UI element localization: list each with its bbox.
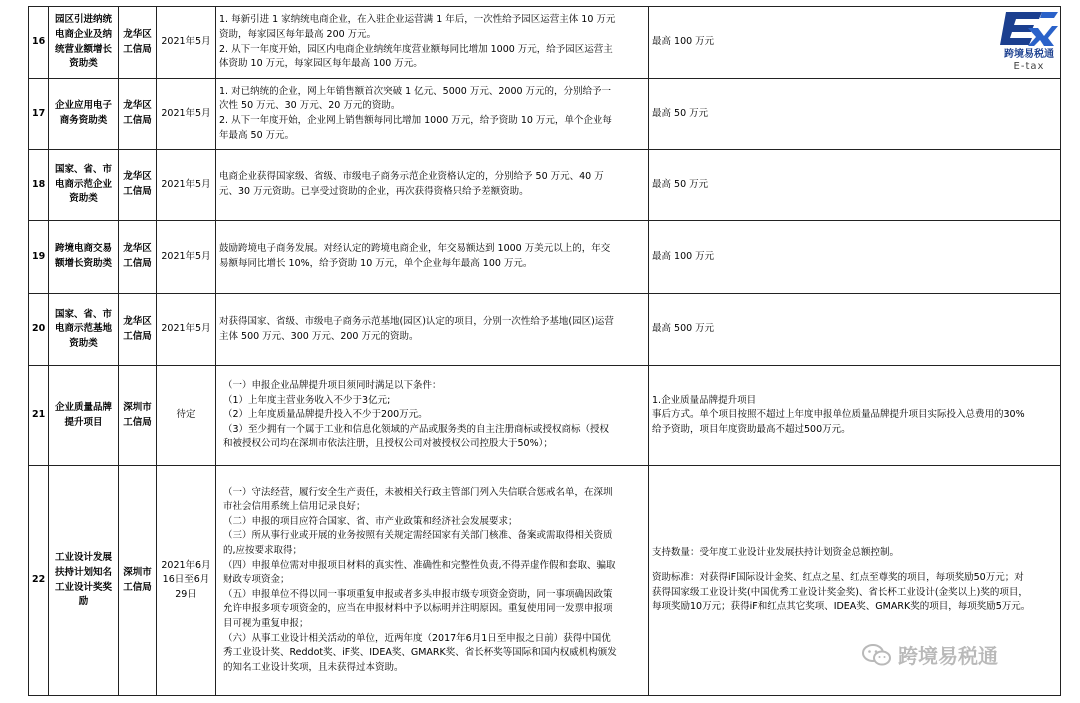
item-name-cell	[49, 7, 119, 79]
apply-date-cell	[157, 7, 216, 79]
item-name-line: 工业设计奖奖	[54, 581, 112, 593]
item-name-line: 工业设计发展	[54, 552, 112, 564]
subsidy-amount-line: 1.企业质量品牌提升项目	[652, 394, 757, 406]
item-name-line: 扶持计划知名	[54, 566, 112, 578]
conditions-line: 和被授权公司均在深圳市依法注册，且授权公司对被授权公司控股大于50%）；	[223, 438, 553, 450]
item-name-line: 资助类	[69, 337, 98, 349]
conditions-line: 的,应按要求取得；	[223, 545, 303, 557]
subsidy-amount-line: 最高 500 万元	[652, 323, 715, 335]
apply-date-line: 2021年5月	[161, 250, 211, 262]
subsidy-amount-line: 获得国家级工业设计奖(中国优秀工业设计奖金奖)、省长杯工业设计(金奖以上)奖的项目，	[652, 586, 1028, 598]
subsidy-amount-line: 最高 50 万元	[652, 107, 709, 119]
conditions-cell	[216, 7, 649, 79]
table-row	[29, 79, 1061, 150]
row-number-cell: 20	[29, 294, 49, 366]
conditions-line: （三）所从事行业或开展的业务按照有关规定需经国家有关部门核准、备案或需取得相关资质	[223, 530, 613, 542]
apply-date-cell	[157, 466, 216, 696]
department-cell	[119, 221, 157, 294]
department-line: 工信局	[123, 258, 152, 269]
table-row	[29, 221, 1061, 294]
department-line: 工信局	[123, 330, 152, 342]
item-name-line: 跨境电商交易	[54, 243, 112, 255]
apply-date-cell	[157, 221, 216, 294]
item-name-line: 国家、省、市	[54, 164, 112, 176]
wechat-icon	[862, 644, 892, 666]
row-number-cell: 17	[29, 79, 49, 150]
conditions-line: 目可视为重复申报；	[223, 617, 309, 629]
apply-date-line: 2021年5月	[161, 107, 211, 119]
conditions-line: 电商企业获得国家级、省级、市级电子商务示范企业资格认定的，分别给予 50 万元、40 万	[219, 171, 604, 183]
conditions-line: 资助，每家园区每年最高 200 万元。	[219, 28, 377, 40]
watermark-text: 跨境易税通	[898, 644, 998, 668]
policy-table	[28, 6, 1061, 696]
apply-date-line: 2021年5月	[161, 36, 211, 48]
watermark	[862, 640, 998, 669]
department-line: 工信局	[123, 115, 152, 126]
item-name-line: 统营业额增长	[54, 43, 112, 55]
subsidy-amount-line: 支持数量：受年度工业设计业发展扶持计划资金总额控制。	[652, 547, 900, 559]
item-name-line: 企业质量品牌	[54, 401, 112, 413]
subsidy-amount-line: 最高 50 万元	[652, 178, 709, 190]
item-name-cell	[49, 294, 119, 366]
apply-date-line: 2021年6月	[161, 559, 211, 571]
department-line: 工信局	[123, 416, 152, 428]
apply-date-cell	[157, 294, 216, 366]
apply-date-line: 待定	[176, 409, 196, 421]
subsidy-amount-line: 最高 100 万元	[652, 36, 715, 48]
department-cell	[119, 466, 157, 696]
conditions-line: 鼓励跨境电子商务发展。对经认定的跨境电商企业，年交易额达到 1000 万美元以上的，年交	[219, 243, 611, 255]
conditions-line: 易额每同比增长 10%，给予资助 10 万元，单个企业每年最高 100 万元。	[219, 258, 533, 269]
logo-english-name: E-tax	[1013, 61, 1045, 72]
subsidy-amount-line: 给予资助，项目年度资助最高不超过500万元。	[652, 423, 851, 435]
apply-date-cell	[157, 79, 216, 150]
conditions-line: 允许申报多项专项资金的，应当在申报材料中予以标明并注明原因。重复使用同一发票申报项	[223, 603, 613, 615]
row-number-cell: 21	[29, 366, 49, 466]
subsidy-amount-cell	[649, 294, 1061, 366]
logo-chinese-name: 跨境易税通	[1004, 49, 1054, 60]
department-line: 龙华区	[123, 243, 152, 255]
conditions-line: （五）申报单位不得以同一事项重复申报或者多头申报市级专项资金资助，同一事项确因政策	[223, 588, 613, 600]
department-cell	[119, 294, 157, 366]
row-number-cell: 18	[29, 150, 49, 221]
apply-date-line: 16日至6月	[162, 574, 210, 586]
item-name-cell	[49, 79, 119, 150]
row-number-cell: 16	[29, 7, 49, 79]
conditions-line: 财政专项资金；	[223, 574, 290, 586]
item-name-line: 企业应用电子	[54, 100, 112, 112]
apply-date-line: 29日	[175, 588, 197, 600]
item-name-line: 商务资助类	[59, 115, 108, 126]
conditions-line: 1. 对已纳统的企业，网上年销售额首次突破 1 亿元、5000 万元、2000 万元的，分别给予一	[219, 85, 612, 97]
department-cell	[119, 79, 157, 150]
item-name-line: 资助类	[69, 58, 98, 70]
conditions-line: （二）申报的项目应符合国家、省、市产业政策和经济社会发展要求；	[223, 515, 518, 527]
item-name-line: 提升项目	[64, 416, 103, 428]
item-name-line: 资助类	[69, 193, 98, 205]
subsidy-amount-cell	[649, 366, 1061, 466]
conditions-line: 2. 从下一年度开始，企业网上销售额每同比增加 1000 万元，给予资助 10 万元，单个企业每	[219, 115, 612, 126]
item-name-line: 励	[78, 596, 89, 608]
conditions-line: （一）申报企业品牌提升项目须同时满足以下条件：	[223, 380, 442, 392]
item-name-line: 园区引进纳统	[54, 14, 112, 26]
item-name-line: 国家、省、市	[54, 308, 112, 320]
subsidy-amount-line: 最高 100 万元	[652, 250, 715, 262]
conditions-line: （一）守法经营，履行安全生产责任，未被相关行政主管部门列入失信联合惩戒名单，在深圳	[223, 486, 613, 498]
subsidy-amount-line: 事后方式。单个项目按照不超过上年度申报单位质量品牌提升项目实际投入总费用的30%	[652, 409, 1025, 421]
department-cell	[119, 7, 157, 79]
item-name-cell	[49, 150, 119, 221]
department-line: 深圳市	[123, 566, 152, 578]
department-line: 深圳市	[123, 401, 152, 413]
department-line: 工信局	[123, 186, 152, 197]
table-row	[29, 150, 1061, 221]
table-row	[29, 366, 1061, 466]
conditions-line: 2. 从下一年度开始，园区内电商企业纳统年度营业额每同比增加 1000 万元，给予园区运营主	[219, 43, 613, 55]
apply-date-line: 2021年5月	[161, 178, 211, 190]
subsidy-amount-cell	[649, 150, 1061, 221]
department-line: 龙华区	[123, 100, 152, 112]
department-line: 龙华区	[123, 171, 152, 183]
subsidy-amount-line	[652, 561, 1057, 571]
conditions-line: 次性 50 万元、30 万元、20 万元的资助。	[219, 100, 401, 112]
item-name-cell	[49, 466, 119, 696]
apply-date-line: 2021年5月	[161, 323, 211, 335]
conditions-line: （1）上年度主营业务收入不少于3亿元;	[223, 394, 391, 406]
conditions-cell	[216, 294, 649, 366]
conditions-line: 1. 每新引进 1 家纳统电商企业，在入驻企业运营满 1 年后，一次性给予园区运营主体 10 万元	[219, 14, 616, 26]
etax-logo-icon	[998, 8, 1060, 48]
conditions-line: 体资助 10 万元，每家园区每年最高 100 万元。	[219, 58, 423, 70]
etax-logo	[994, 8, 1064, 73]
conditions-line: 主体 500 万元、300 万元、200 万元的资助。	[219, 330, 419, 342]
item-name-line: 电商示范企业	[54, 178, 112, 190]
table-row	[29, 294, 1061, 366]
department-line: 工信局	[123, 43, 152, 55]
row-number-cell: 19	[29, 221, 49, 294]
conditions-cell	[216, 79, 649, 150]
apply-date-cell	[157, 366, 216, 466]
subsidy-amount-cell	[649, 221, 1061, 294]
item-name-line: 电商企业及纳	[54, 28, 112, 40]
conditions-cell	[216, 221, 649, 294]
subsidy-amount-cell	[649, 79, 1061, 150]
department-cell	[119, 366, 157, 466]
conditions-line: （3）至少拥有一个属于工业和信息化领域的产品或服务类的自主注册商标或授权商标（授权	[223, 423, 610, 435]
conditions-line: （四）申报单位需对申报项目材料的真实性、准确性和完整性负责,不得弄虚作假和套取、骗取	[223, 559, 616, 571]
department-cell	[119, 150, 157, 221]
item-name-line: 额增长资助类	[54, 258, 112, 269]
conditions-line: 元、30 万元资助。已享受过资助的企业，再次获得资格只给予差额资助。	[219, 186, 529, 197]
conditions-line: 对获得国家、省级、市级电子商务示范基地(园区)认定的项目，分别一次性给予基地(园区)运营	[219, 315, 614, 327]
department-line: 龙华区	[123, 315, 152, 327]
conditions-line: 市社会信用系统上信用记录良好；	[223, 501, 366, 513]
table-row	[29, 7, 1061, 79]
department-line: 龙华区	[123, 28, 152, 40]
row-number-cell: 22	[29, 466, 49, 696]
conditions-cell	[216, 466, 649, 696]
subsidy-amount-cell	[649, 466, 1061, 696]
item-name-cell	[49, 221, 119, 294]
subsidy-amount-line: 每项奖励10万元；获得iF和红点其它奖项、IDEA奖、GMARK奖的项目，每项奖励5万元。	[652, 601, 1031, 613]
conditions-cell	[216, 366, 649, 466]
apply-date-cell	[157, 150, 216, 221]
item-name-line: 电商示范基地	[54, 323, 112, 335]
conditions-line: （2）上年度质量品牌提升投入不少于200万元。	[223, 409, 428, 421]
subsidy-amount-line: 资助标准：对获得iF国际设计金奖、红点之星、红点至尊奖的项目，每项奖励50万元；对	[652, 571, 1024, 583]
conditions-line: 年最高 50 万元。	[219, 129, 295, 141]
conditions-cell	[216, 150, 649, 221]
conditions-line: 的知名工业设计奖项，且未获得过本资助。	[223, 661, 404, 673]
item-name-cell	[49, 366, 119, 466]
department-line: 工信局	[123, 581, 152, 593]
conditions-line: 秀工业设计奖、Reddot奖、iF奖、IDEA奖、GMARK奖、省长杯奖等国际和国内权威机构颁发	[223, 647, 617, 659]
conditions-line: （六）从事工业设计相关活动的单位，近两年度（2017年6月1日至申报之日前）获得中国优	[223, 632, 611, 644]
